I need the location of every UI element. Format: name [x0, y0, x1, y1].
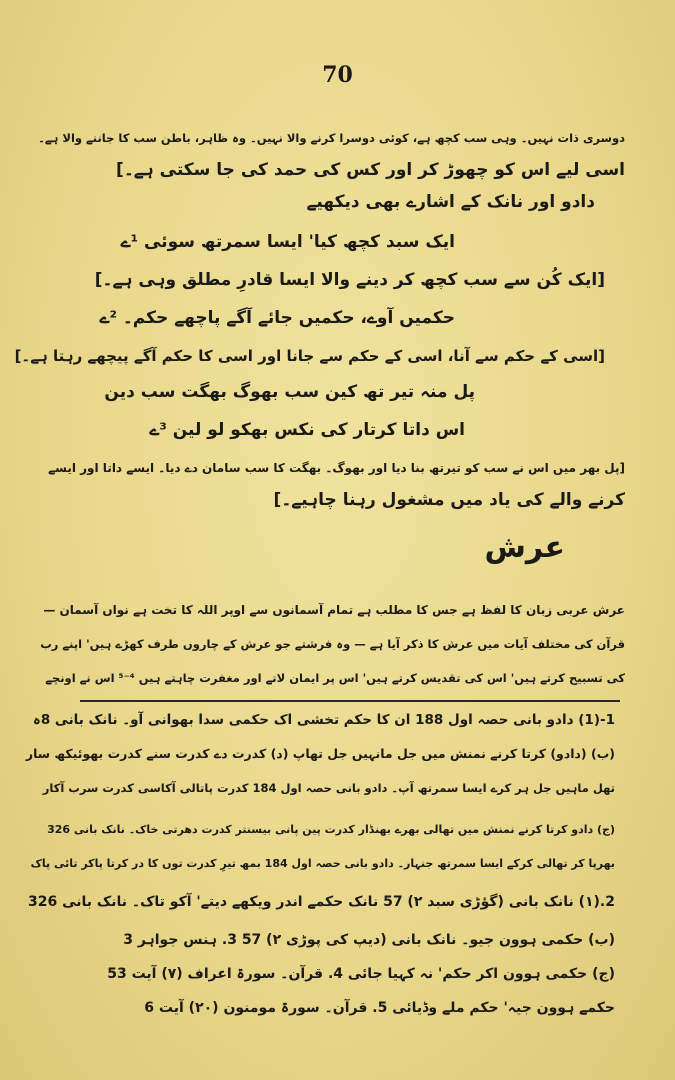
text-line: کی تسبیح کرتے ہیں' اس کی تقدیس کرتے ہیں' اس پر ایمان لاتے اور مغفرت چاہتے ہیں ⁴⁻⁵ اس نے اونچے: [45, 671, 625, 685]
section-heading: عرش: [484, 530, 565, 565]
verse-line: حکمیں آوے، حکمیں جائے آگے پاچھے حکم۔ ²ے: [99, 308, 455, 328]
verse-line: پل منہ تیر تھ کین سب بھوگ بھگت سب دین: [104, 382, 475, 402]
text-line: قرآن کی مختلف آیات میں عرش کا ذکر آیا ہے — وہ فرشتے جو عرش کے چاروں طرف کھڑے ہیں' اپنے رب: [40, 637, 625, 651]
text-line: [پل بھر میں اس نے سب کو تیرتھ بنا دیا اور بھوگ۔ بھگت کا سب سامان دے دیا۔ ایسے داتا اور ایسے: [48, 461, 625, 475]
footnote-line: 1-(1) دادو بانی حصہ اول 188 ان کا حکم تخشی اک حکمی سدا بھوانی آو۔ نانک بانی 8ہ: [32, 712, 615, 728]
text-line: [اسی کے حکم سے آنا، اسی کے حکم سے جانا اور اسی کا حکم آگے پیچھے رہتا ہے۔]: [14, 347, 605, 365]
text-line: عرش عربی زبان کا لفظ ہے جس کا مطلب ہے تمام آسمانوں سے اوپر اللہ کا تخت ہے نواں آسمان —: [43, 603, 625, 617]
text-line: دادو اور نانک کے اشارے بھی دیکھیے: [306, 192, 595, 212]
footnote-line: (ج) دادو کرتا کرنے نمنش میں تھالی بھرے بھنڈار کدرت پین پانی بیسنتر کدرت دھرتی خاک۔ نانک بانی 326: [47, 823, 615, 836]
footnote-line: (ب) حکمی ہوون جیو۔ نانک بانی (دیپ کی پوڑی ۲) 57 3. ہنس جواہر 3: [123, 932, 615, 948]
text-line: اسی لیے اس کو چھوڑ کر اور کس کی حمد کی جا سکتی ہے۔]: [116, 160, 625, 180]
text-line: دوسری ذات نہیں۔ وہی سب کچھ ہے، کوئی دوسرا کرنے والا نہیں۔ وہ ظاہر، باطن سب کا جاننے والا ہے۔: [38, 131, 625, 145]
footnote-line: (ج) حکمی ہوون اکر حکم' نہ کہیا جائی 4. قرآن۔ سورۃ اعراف (۷) آیت 53: [107, 966, 615, 982]
verse-line: اس داتا کرتار کی نکس بھکو لو لین ³ے: [149, 420, 465, 440]
footnote-line: (ب) (دادو) کرتا کرنے نمنش میں جل مانہیں جل تھاپ (د) کدرت دے کدرت سنے کدرت بھوئیکھ سار: [25, 746, 615, 761]
text-line: [ایک کُن سے سب کچھ کر دینے والا ایسا قادرِ مطلق وہی ہے۔]: [94, 270, 605, 290]
footnote-line: حکمے ہوون جیہ' حکم ملے وڈیائی 5. قرآن۔ سورۃ مومنون (۲۰) آیت 6: [144, 1000, 615, 1016]
footnote-line: 2.(۱) نانک بانی (گؤڑی سبد ۲) 57 نانک حکمے اندر ویکھے دیتے' آکو تاک۔ نانک بانی 326: [27, 894, 615, 910]
verse-line: ایک سبد کچھ کیا' ایسا سمرتھ سوئی ¹ے: [120, 232, 455, 252]
footnote-line: بھرپا کر تھالی کرکے ایسا سمرتھ جنہار۔ دادو بانی حصہ اول 184 بمھ تیرِ کدرت توں کا در کرتا پاکر تائی پاک: [30, 857, 615, 870]
text-line: کرنے والے کی یاد میں مشغول رہنا چاہیے۔]: [273, 490, 625, 510]
page-number: 70: [322, 62, 353, 88]
footnote-divider: [80, 700, 620, 702]
footnote-line: تھل ماہیں جل ہر کرے ایسا سمرتھ آپ۔ دادو بانی حصہ اول 184 کدرت پاتالی آکاسی کدرت سرب آکار: [42, 781, 615, 795]
